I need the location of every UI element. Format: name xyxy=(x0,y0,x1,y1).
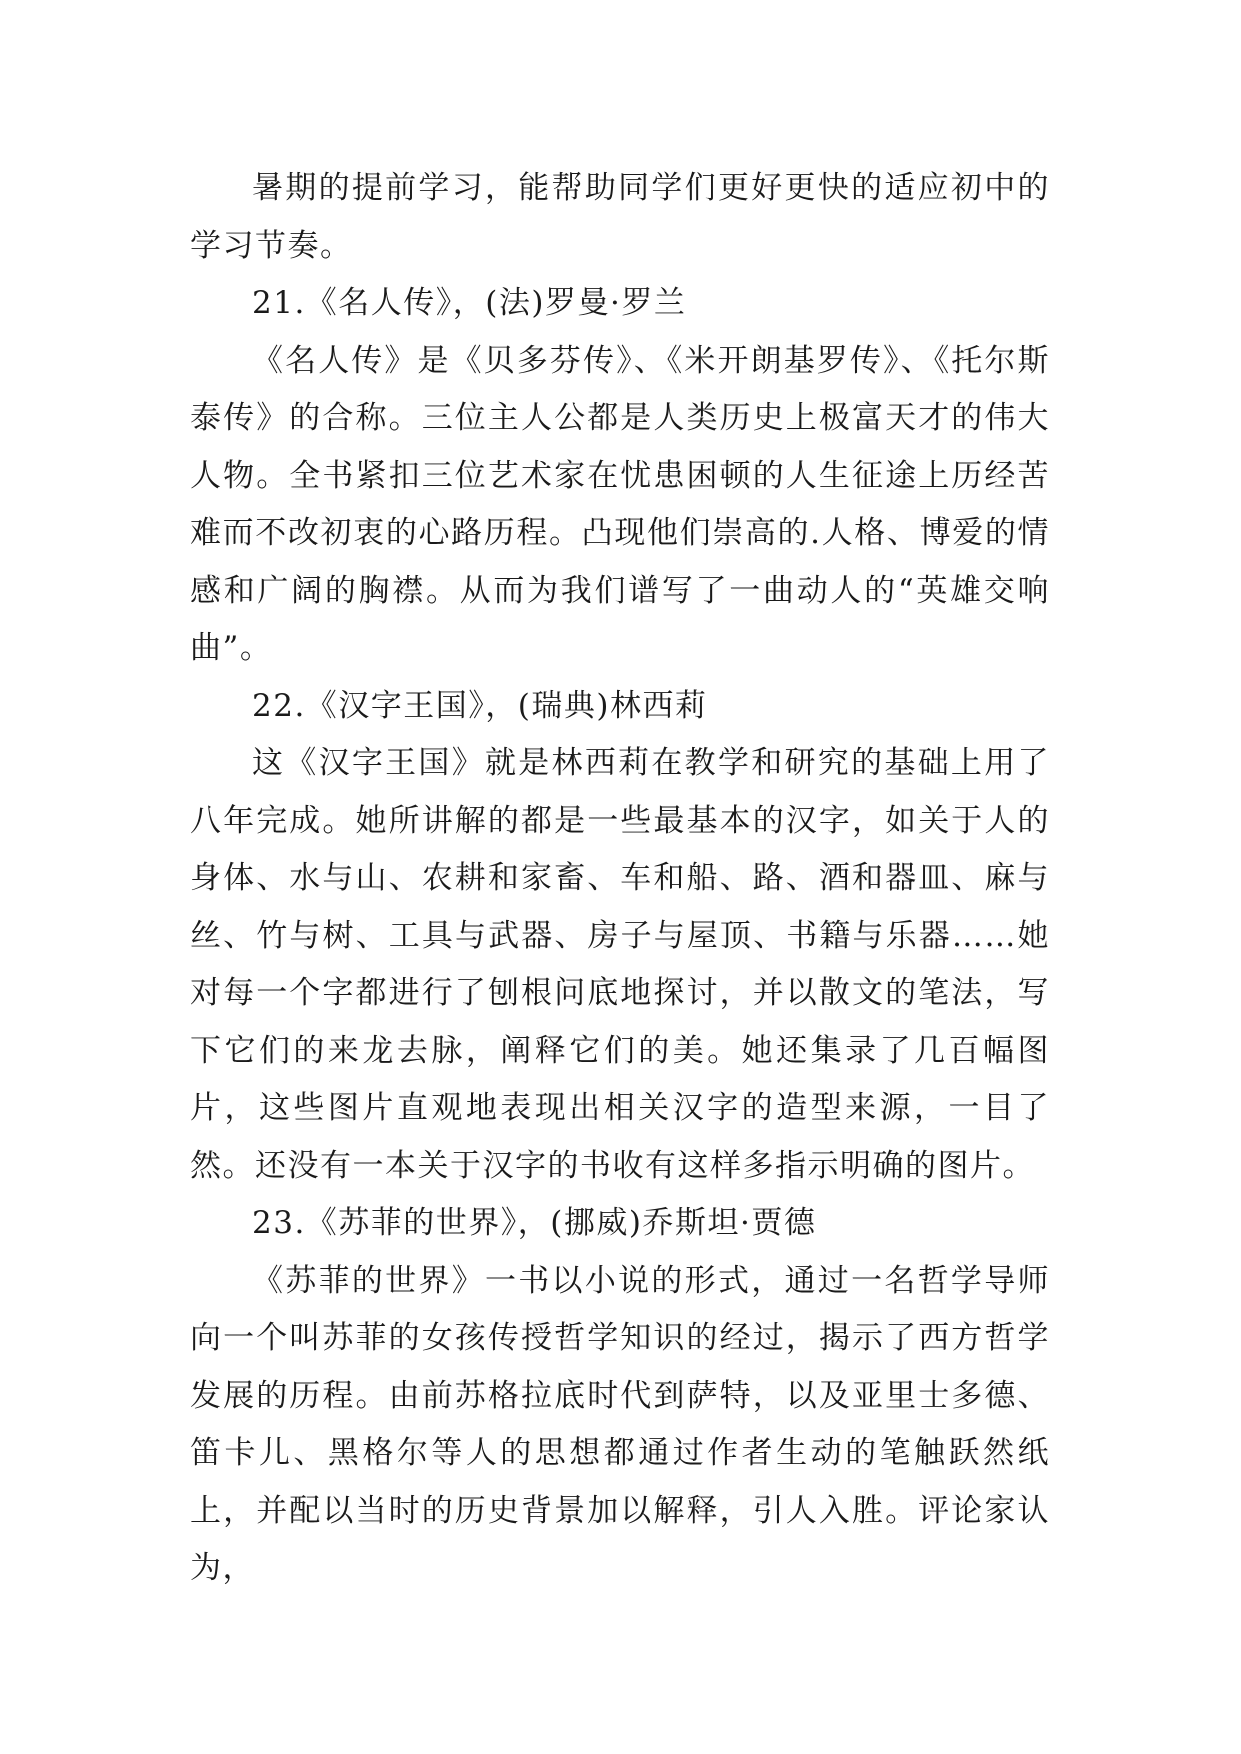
book-heading-23: 23.《苏菲的世界》，(挪威)乔斯坦·贾德 xyxy=(252,1205,817,1241)
book-heading-21: 21.《名人传》，(法)罗曼·罗兰 xyxy=(252,285,687,321)
document-body xyxy=(190,160,1050,1598)
paragraph-book-21: 《名人传》是《贝多芬传》、《米开朗基罗传》、《托尔斯泰传》的合称。三位主人公都是人类历史上极富天才的伟大人物。全书紧扣三位艺术家在忧患困顿的人生征途上历经苦难而不改初衷的心路历程。凸现他们崇高的.人格、博爱的情感和广阔的胸襟。从而为我们谱写了一曲动人的“英雄交响曲”。 xyxy=(190,342,1050,666)
paragraph-book-23: 《苏菲的世界》一书以小说的形式，通过一名哲学导师向一个叫苏菲的女孩传授哲学知识的经过，揭示了西方哲学发展的历程。由前苏格拉底时代到萨特，以及亚里士多德、笛卡儿、黑格尔等人的思想都通过作者生动的笔触跃然纸上，并配以当时的历史背景加以解释，引人入胜。评论家认为， xyxy=(190,1262,1050,1586)
book-heading-22: 22.《汉字王国》，(瑞典)林西莉 xyxy=(252,687,708,724)
paragraph-intro: 暑期的提前学习，能帮助同学们更好更快的适应初中的学习节奏。 xyxy=(190,170,1050,264)
paragraph-book-22: 这《汉字王国》就是林西莉在教学和研究的基础上用了八年完成。她所讲解的都是一些最基本的汉字，如关于人的身体、水与山、农耕和家畜、车和船、路、酒和器皿、麻与丝、竹与树、工具与武器、房子与屋顶、书籍与乐器……她对每一个字都进行了刨根问底地探讨，并以散文的笔法，写下它们的来龙去脉，阐释它们的美。她还集录了几百幅图片，这些图片直观地表现出相关汉字的造型来源，一目了然。还没有一本关于汉字的书收有这样多指示明确的图片。 xyxy=(190,745,1050,1184)
